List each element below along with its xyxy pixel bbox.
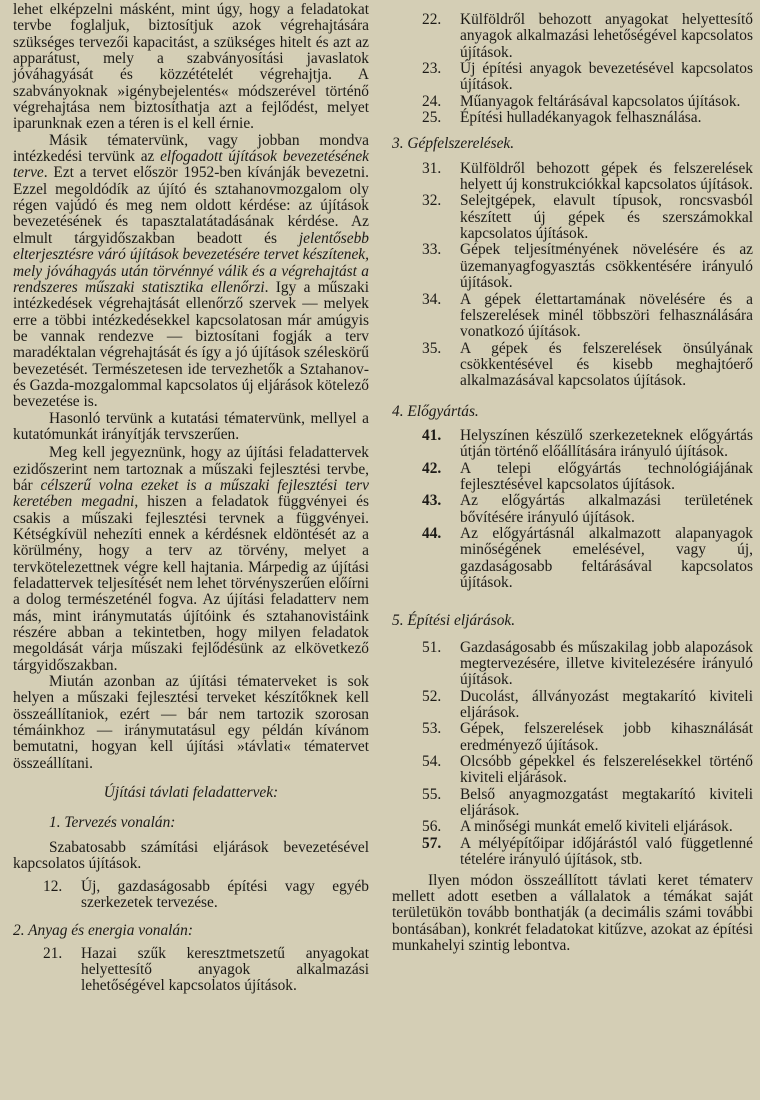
item-text: Az előgyártás alkalmazási területének bővítésére irányuló újítások. bbox=[460, 492, 753, 526]
item-number: 34. bbox=[422, 290, 442, 308]
item-text: A mélyépítőipar időjárástól való függetlenné tételére irányuló újítások, stb. bbox=[460, 834, 753, 869]
section-1-heading: 1. Tervezés vonalán: bbox=[49, 813, 176, 831]
item-text: Gépek, felszerelések jobb kihasználását eredményező újítások. bbox=[460, 720, 753, 754]
item-text: Új, gazdaságosabb építési vagy egyéb szerkezetek tervezése. bbox=[81, 877, 369, 911]
section-4-list bbox=[392, 428, 753, 591]
item-number: 21. bbox=[43, 944, 63, 962]
item-number: 23. bbox=[422, 60, 442, 78]
paragraph-4-italic-1: célszerű volna ezeket is a műszaki fejlesztési terv keretében megadni bbox=[13, 476, 369, 511]
section-5-heading: 5. Építési eljárások. bbox=[392, 612, 516, 630]
list-item bbox=[392, 428, 753, 461]
list-item bbox=[392, 819, 753, 835]
section-title: Újítási távlati feladattervek: bbox=[103, 784, 279, 802]
item-number: 52. bbox=[422, 687, 442, 705]
item-text: Műanyagok feltárásával kapcsolatos újítások. bbox=[460, 92, 741, 110]
item-text: A gépek és felszerelések önsúlyának csökkentésével és kisebb meghajtóerő alkalmazásával kapcsolatos újítások. bbox=[460, 339, 753, 390]
item-text: Gépek teljesítményének növelésére és az üzemanyagfogyasztás csökkentésére irányuló újítások. bbox=[460, 241, 753, 292]
paragraph-4-text-2: , hiszen a feladatok függvényei és csakis a műszaki fejlesztési tervnek a függvényei. Kétségkívül nehezíti ennek a kérdésnek eldöntését az a körülmény, hogy a terv az törvény, melyet a tervkötelezettnek végre kell hajtania. Márpedig az újítási feladattervek teljesítését nem lehet törvényszerűen előírni a dolog természeténél fogva. Az újítási feladatterv nem más, mint iránymutatás újítóink és sztahanovistáink részére abban a tekintetben, hogy milyen feladatok megoldását várja műszaki fejlődésünk az elkövetkező tárgyidőszakban. bbox=[13, 493, 369, 674]
list-item bbox=[392, 110, 753, 126]
paragraph-2-text-3: . Igy a műszaki intézkedések végrehajtását ellenőrző szervek — melyek erre a többi intézkedésekkel kapcsolatosan már amúgyis be vannak rendezve — biztosítani fogják a terv maradéktalan végrehajtását és így a jó újítások széleskörű bevezetését. Természetesen ide tervezhetők a Sztahanov- és Gazda-mozgalommal kapcsolatos új eljárások kötelező bevezetése is. bbox=[13, 278, 369, 411]
item-number: 54. bbox=[422, 753, 442, 771]
list-item bbox=[13, 879, 369, 912]
list-item bbox=[392, 193, 753, 242]
item-text: A telepi előgyártás technológiájának fejlesztésével kapcsolatos újítások. bbox=[460, 459, 753, 493]
item-text: Ducolást, állványozást megtakarító kiviteli eljárások. bbox=[460, 687, 753, 722]
list-item bbox=[392, 526, 753, 591]
paragraph-4 bbox=[13, 445, 369, 674]
list-item bbox=[392, 787, 753, 820]
item-number: 32. bbox=[422, 192, 442, 210]
item-number: 51. bbox=[422, 638, 442, 656]
item-number: 24. bbox=[422, 92, 442, 110]
list-item bbox=[392, 461, 753, 494]
item-number: 44. bbox=[422, 524, 442, 542]
section-4-heading: 4. Előgyártás. bbox=[392, 402, 479, 420]
list-item bbox=[392, 94, 753, 110]
item-text: A minőségi munkát emelő kiviteli eljárások. bbox=[460, 818, 733, 836]
paragraph-3: Hasonló tervünk a kutatási tématervünk, mellyel a kutatómunkát irányítják tervszerűen. bbox=[13, 409, 369, 443]
paragraph-2-text-2: . Ezt a tervet először 1952-ben kívánják bevezetni. Ezzel megoldódík az újító és sztahanovmozgalom oly régen vajúdó és meg nem oldott kérdése: az újítások bevezetésének és tapasztalatátadásának kérdése. Az elmult tárgyidőszakban beadott és bbox=[13, 164, 369, 247]
paragraph-2-italic-2: jelentősebb elterjesztésre váró újítások bevezetésére tervet készítenek, mely jóváhagyás után törvénnyé válik és a végrehajtást a rendszeres műszaki statisztika ellenőrzi bbox=[13, 229, 369, 296]
item-number: 25. bbox=[422, 109, 442, 127]
item-number: 31. bbox=[422, 159, 442, 177]
paragraph-2-text-1: Másik tématervünk, vagy jobban mondva intézkedési tervünk az bbox=[13, 131, 369, 166]
list-item bbox=[392, 61, 753, 94]
list-item bbox=[392, 292, 753, 341]
item-number: 56. bbox=[422, 818, 442, 836]
list-item bbox=[392, 640, 753, 689]
paragraph-4-text-1: Meg kell jegyeznünk, hogy az újítási feladattervek ezidőszerint nem tartoznak a műszaki fejlesztési tervbe, bár bbox=[13, 444, 369, 494]
item-text: A gépek élettartamának növelésére és a felszerelések minél többszöri felhasználására vonatkozó újítások. bbox=[460, 290, 753, 341]
list-item bbox=[392, 242, 753, 291]
item-number: 55. bbox=[422, 785, 442, 803]
paragraph-2-italic-1: elfogadott újítások bevezetésének terve bbox=[13, 148, 369, 182]
list-item bbox=[392, 12, 753, 61]
list-item bbox=[392, 493, 753, 526]
section-1-list bbox=[13, 879, 369, 912]
item-text: Selejtgépek, elavult típusok, roncsvasból készített új gépek és szerszámokkal kapcsolatos újítások. bbox=[460, 192, 753, 243]
item-number: 42. bbox=[422, 459, 442, 477]
section-3-list bbox=[392, 161, 753, 390]
left-column bbox=[13, 2, 369, 995]
section-2-list bbox=[13, 946, 369, 995]
paragraph-1: lehet elképzelni másként, mint úgy, hogy a feladatokat tervbe foglaljuk, biztosítjuk azok végrehajtására szükséges tervezői kapacitást, a szükséges hitelt és azt az apparátust, mely a szabványosítási javaslatok jóváhagyását és közzétételét végrehajtja. A szabványoknak »igénybejelentés« módszerével történő végrehajtása nem biztosíthatja azt a fejlődést, melyet iparunknak ezen a téren is el kell érnie. bbox=[13, 1, 369, 133]
right-column bbox=[392, 2, 753, 954]
item-text: Belső anyagmozgatást megtakarító kiviteli eljárások. bbox=[460, 785, 753, 820]
item-number: 41. bbox=[422, 426, 442, 444]
item-text: Hazai szűk keresztmetszetű anyagokat helyettesítő anyagok alkalmazási lehetőségével kapcsolatos újítások. bbox=[81, 944, 369, 995]
closing-paragraph: Ilyen módon összeállított távlati keret tématerv mellett adott esetben a vállalatok a témákat saját területükön tovább bonthatják (a decimális számi további bontásában), konkrét feladatokat kitűzve, azokat az építési munkahelyi szintig lebontva. bbox=[392, 871, 753, 954]
section-2-list-continued bbox=[392, 12, 753, 126]
section-1-intro: Szabatosabb számítási eljárások bevezetésével kapcsolatos újítások. bbox=[13, 838, 369, 873]
section-3-heading: 3. Gépfelszerelések. bbox=[392, 135, 515, 153]
section-2-heading: 2. Anyag és energia vonalán: bbox=[13, 922, 193, 940]
item-text: Az előgyártásnál alkalmazott alapanyagok minőségének emelésével, vagy új, gazdaságosabb feltárásával kapcsolatos újítások. bbox=[460, 524, 753, 591]
item-number: 35. bbox=[422, 339, 442, 357]
list-item bbox=[392, 754, 753, 787]
item-text: Olcsóbb gépekkel és felszerelésekkel történő kiviteli eljárások. bbox=[460, 753, 753, 787]
list-item bbox=[392, 836, 753, 869]
list-item bbox=[392, 341, 753, 390]
item-number: 43. bbox=[422, 492, 442, 510]
section-5-list bbox=[392, 640, 753, 869]
list-item bbox=[392, 721, 753, 754]
item-number: 22. bbox=[422, 11, 442, 28]
item-number: 12. bbox=[43, 877, 63, 895]
item-number: 57. bbox=[422, 834, 442, 852]
item-number: 33. bbox=[422, 241, 442, 259]
list-item bbox=[392, 161, 753, 194]
item-text: Építési hulladékanyagok felhasználása. bbox=[460, 109, 702, 127]
item-text: Gazdaságosabb és műszakilag jobb alapozások megtervezésére, illetve kivitelezésére irányuló újítások. bbox=[460, 638, 753, 689]
list-item bbox=[392, 689, 753, 722]
item-text: Külföldről behozott anyagokat helyettesítő anyagok alkalmazási lehetőségével kapcsolatos újítások. bbox=[460, 11, 753, 61]
paragraph-2 bbox=[13, 133, 369, 411]
item-text: Új építési anyagok bevezetésével kapcsolatos újítások. bbox=[460, 60, 753, 94]
paragraph-5: Miután azonban az újítási tématerveket is sok helyen a műszaki fejlesztési terveket készítőknek kell összeállítaniok, ezért — bár nem tartozik szorosan témáinkhoz — iránymutatásul egy példán kívánom bemutatni, hogyan kell újítási »távlati« tématervet összeállítani. bbox=[13, 673, 369, 772]
list-item bbox=[13, 946, 369, 995]
item-number: 53. bbox=[422, 720, 442, 738]
item-text: Helyszínen készülő szerkezeteknek előgyártás útján történő előállítására irányuló újítások. bbox=[460, 426, 753, 461]
item-text: Külföldről behozott gépek és felszerelések helyett új konstrukciókkal kapcsolatos újítások. bbox=[460, 159, 753, 194]
